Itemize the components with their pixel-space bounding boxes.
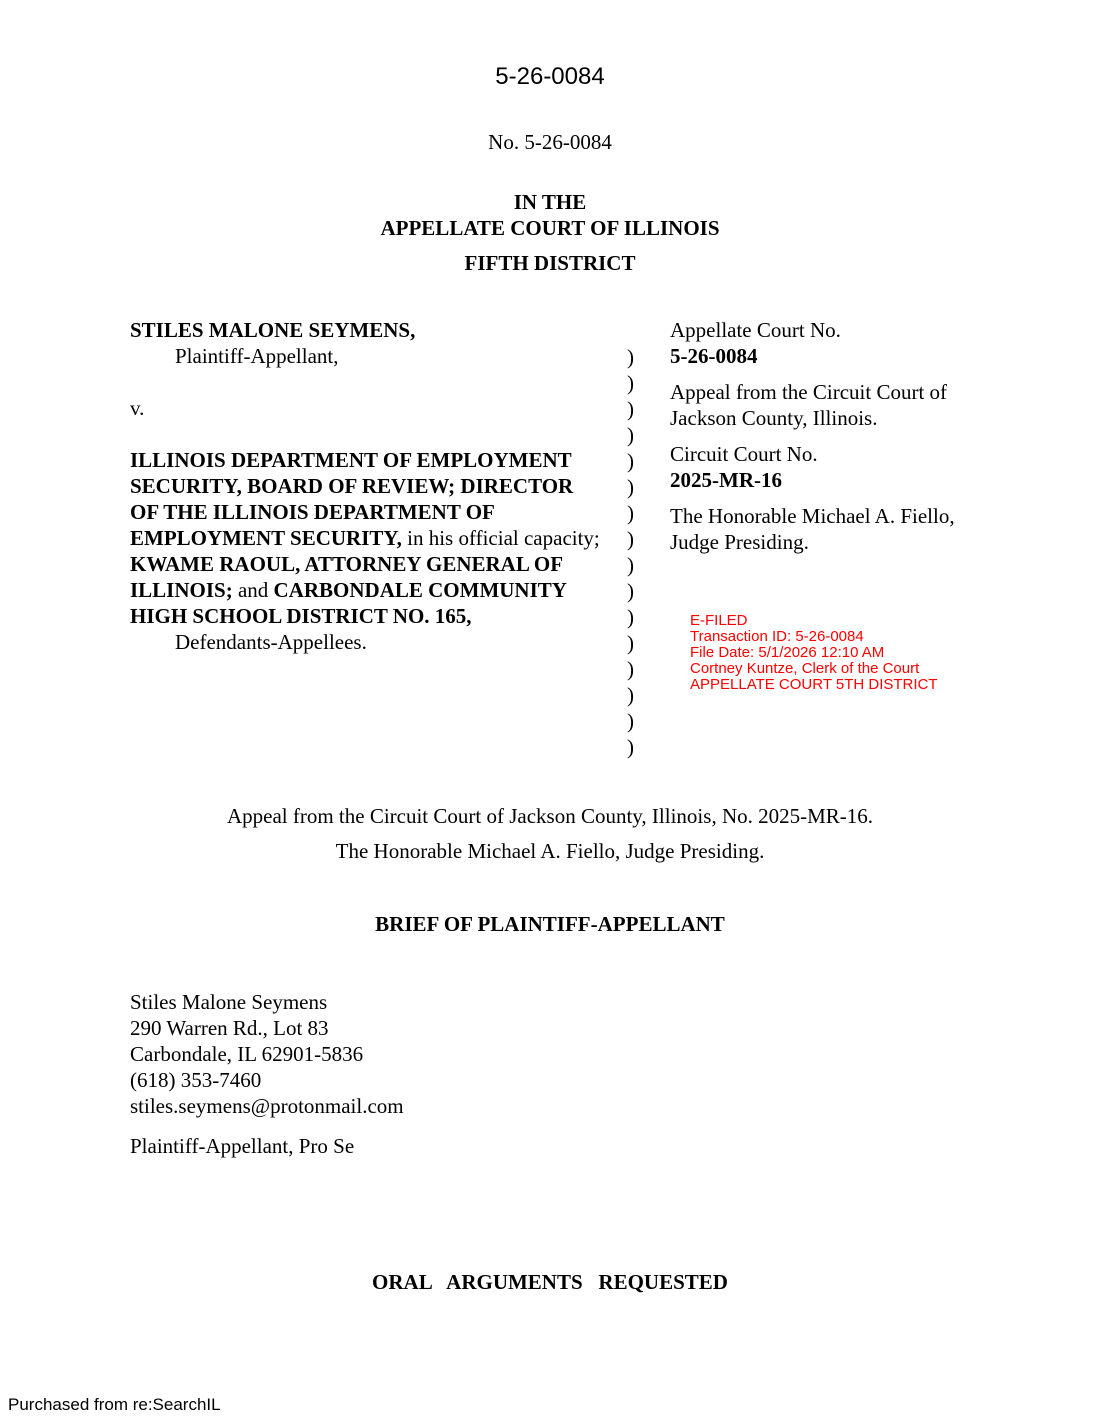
appellate-court-number: 5-26-0084 — [670, 344, 758, 368]
conjunction-and: and — [232, 578, 274, 602]
defendants-list — [130, 447, 600, 629]
contact-block — [130, 989, 630, 1159]
oral-arguments-requested: ORAL ARGUMENTS REQUESTED — [372, 1270, 728, 1294]
appeal-summary-line2: The Honorable Michael A. Fiello, Judge Presiding. — [335, 839, 765, 863]
efile-court: APPELLATE COURT 5TH DISTRICT — [690, 676, 938, 693]
caption-paren: ) — [627, 501, 634, 525]
efile-transaction-id: Transaction ID: 5-26-0084 — [690, 628, 864, 645]
caption-paren: ) — [627, 449, 634, 473]
contact-address-line2: Carbondale, IL 62901-5836 — [130, 1042, 364, 1066]
caption-paren: ) — [627, 579, 634, 603]
caption-paren: ) — [627, 605, 634, 629]
purchased-from-footer: Purchased from re:SearchIL — [8, 1395, 221, 1414]
caption-divider — [627, 344, 641, 760]
efile-stamp-line1: E-FILED — [690, 612, 748, 629]
caption-paren: ) — [627, 475, 634, 499]
caption-paren: ) — [627, 631, 634, 655]
caption-paren: ) — [627, 371, 634, 395]
caption-paren: ) — [627, 683, 634, 707]
defendant-attorney-general: KWAME RAOUL, ATTORNEY GENERAL OF ILLINOIS; — [130, 552, 563, 602]
court-heading-line1: IN THE — [513, 190, 587, 214]
contact-name: Stiles Malone Seymens — [130, 990, 328, 1014]
case-number-stamp: 5-26-0084 — [495, 63, 605, 90]
caption-paren: ) — [627, 709, 634, 733]
caption-paren: ) — [627, 423, 634, 447]
efile-clerk: Cortney Kuntze, Clerk of the Court — [690, 660, 920, 677]
docket-number: No. 5-26-0084 — [488, 130, 612, 154]
circuit-court-label: Circuit Court No. — [670, 442, 818, 466]
appellate-court-label: Appellate Court No. — [670, 318, 841, 342]
plaintiff-role: Plaintiff-Appellant, — [175, 344, 339, 368]
circuit-court-number: 2025-MR-16 — [670, 468, 782, 492]
contact-phone: (618) 353-7460 — [130, 1068, 262, 1092]
efile-file-date: File Date: 5/1/2026 12:10 AM — [690, 644, 885, 661]
brief-title: BRIEF OF PLAINTIFF-APPELLANT — [375, 912, 725, 936]
case-caption-parties — [130, 317, 600, 655]
versus: v. — [130, 396, 145, 420]
contact-email: stiles.seymens@protonmail.com — [130, 1094, 404, 1118]
defendant-ides-board: ILLINOIS DEPARTMENT OF EMPLOYMENT SECURITY, BOARD OF REVIEW; DIRECTOR OF THE ILLINOIS DEPARTMENT OF EMPLOYMENT SECURITY, — [130, 448, 574, 550]
defendant-role: Defendants-Appellees. — [175, 630, 367, 654]
defendant-school-district: CARBONDALE COMMUNITY HIGH SCHOOL DISTRICT NO. 165, — [130, 578, 567, 628]
court-heading-line3: FIFTH DISTRICT — [464, 251, 636, 275]
court-heading-line2: APPELLATE COURT OF ILLINOIS — [380, 216, 720, 240]
plaintiff-name: STILES MALONE SEYMENS, — [130, 318, 416, 342]
case-caption-info — [670, 317, 990, 555]
presiding-judge: The Honorable Michael A. Fiello, Judge Presiding. — [670, 504, 955, 554]
official-capacity-text: in his official capacity; — [401, 526, 600, 550]
efile-stamp — [690, 613, 938, 693]
contact-role: Plaintiff-Appellant, Pro Se — [130, 1134, 355, 1158]
caption-paren: ) — [627, 657, 634, 681]
contact-address-line1: 290 Warren Rd., Lot 83 — [130, 1016, 329, 1040]
appeal-from-text: Appeal from the Circuit Court of Jackson County, Illinois. — [670, 380, 948, 430]
caption-paren: ) — [627, 397, 634, 421]
caption-paren: ) — [627, 527, 634, 551]
caption-paren: ) — [627, 553, 634, 577]
caption-paren: ) — [627, 345, 634, 369]
appeal-summary-line1: Appeal from the Circuit Court of Jackson County, Illinois, No. 2025-MR-16. — [226, 804, 874, 828]
caption-paren: ) — [627, 735, 634, 759]
